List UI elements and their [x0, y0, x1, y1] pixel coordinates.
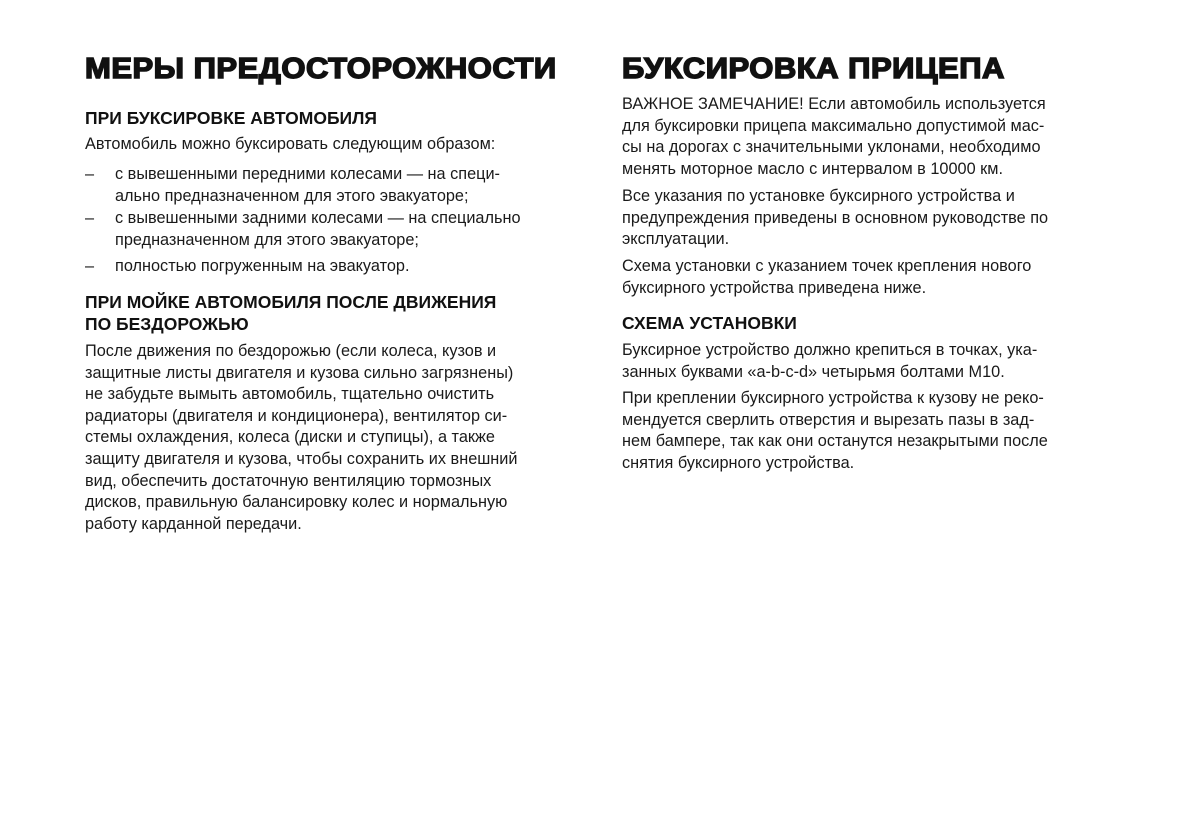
text-line: работу карданной передачи. [85, 514, 302, 533]
mounting-paragraph [622, 340, 1037, 383]
text-line: предназначенном для этого эвакуаторе; [115, 231, 419, 249]
text-line: для буксировки прицепа максимально допустимой мас- [622, 116, 1045, 135]
instructions-paragraph [622, 186, 1048, 251]
heading-line: ПРИ МОЙКЕ АВТОМОБИЛЯ ПОСЛЕ ДВИЖЕНИЯ [85, 292, 497, 312]
text-line: ВАЖНОЕ ЗАМЕЧАНИЕ! Если автомобиль используется [622, 95, 1046, 113]
text-line: ально предназначенном для этого эвакуаторе; [115, 187, 469, 205]
towing-heading: ПРИ БУКСИРОВКЕ АВТОМОБИЛЯ [85, 108, 377, 128]
text-line: менять моторное масло с интервалом в 10000 км. [622, 159, 1003, 178]
text-line: вид, обеспечить достаточную вентиляцию тормозных [85, 471, 492, 490]
text-line: радиаторы (двигателя и кондиционера), вентилятор си- [85, 406, 508, 425]
text-line: мендуется сверлить отверстия и вырезать пазы в зад- [622, 410, 1035, 429]
drilling-warning-paragraph [622, 388, 1048, 474]
text-line: не забудьте вымыть автомобиль, тщательно очистить [85, 385, 495, 404]
text-line: Схема установки с указанием точек крепления нового [622, 257, 1032, 275]
list-item [85, 255, 410, 277]
precautions-title: МЕРЫ ПРЕДОСТОРОЖНОСТИ [85, 52, 557, 85]
list-item [85, 163, 500, 207]
text-line: стемы охлаждения, колеса (диски и ступицы), а также [85, 428, 495, 447]
text-line: дисков, правильную балансировку колес и нормальную [85, 493, 508, 512]
text-line: После движения по бездорожью (если колеса, кузов и [85, 342, 497, 360]
scheme-reference-paragraph [622, 256, 1031, 299]
text-line: Автомобиль можно буксировать следующим образом: [85, 135, 496, 153]
scheme-heading: СХЕМА УСТАНОВКИ [622, 313, 797, 333]
text-line: буксирного устройства приведена ниже. [622, 278, 927, 297]
text-line: сы на дорогах с значительными уклонами, необходимо [622, 138, 1041, 157]
text-line: занных буквами «a-b-c-d» четырьмя болтами М10. [622, 362, 1005, 381]
dash-bullet: – [85, 257, 95, 275]
text-line: предупреждения приведены в основном руководстве по [622, 208, 1049, 227]
heading-line: ПО БЕЗДОРОЖЬЮ [85, 314, 249, 334]
trailer-towing-title: БУКСИРОВКА ПРИЦЕПА [622, 52, 1005, 85]
list-item [85, 207, 521, 251]
text-line: эксплуатации. [622, 230, 730, 249]
text-line: При креплении буксирного устройства к кузову не реко- [622, 389, 1044, 407]
text-line: нем бампере, так как они останутся незакрытыми после [622, 432, 1048, 451]
text-line: с вывешенными задними колесами — на специально [115, 209, 521, 227]
text-line: с вывешенными передними колесами — на специ- [115, 165, 500, 183]
towing-intro [85, 134, 495, 156]
text-line: снятия буксирного устройства. [622, 453, 855, 472]
text-line: Буксирное устройство должно крепиться в точках, ука- [622, 341, 1038, 359]
washing-paragraph [85, 341, 518, 535]
text-line: Все указания по установке буксирного устройства и [622, 187, 1015, 205]
text-line: защитные листы двигателя и кузова сильно загрязнены) [85, 363, 514, 382]
text-line: защиту двигателя и кузова, чтобы сохранить их внешний [85, 449, 518, 468]
dash-bullet: – [85, 209, 95, 227]
washing-heading [85, 291, 496, 335]
important-note [622, 94, 1046, 180]
text-line: полностью погруженным на эвакуатор. [115, 257, 410, 275]
dash-bullet: – [85, 165, 95, 183]
